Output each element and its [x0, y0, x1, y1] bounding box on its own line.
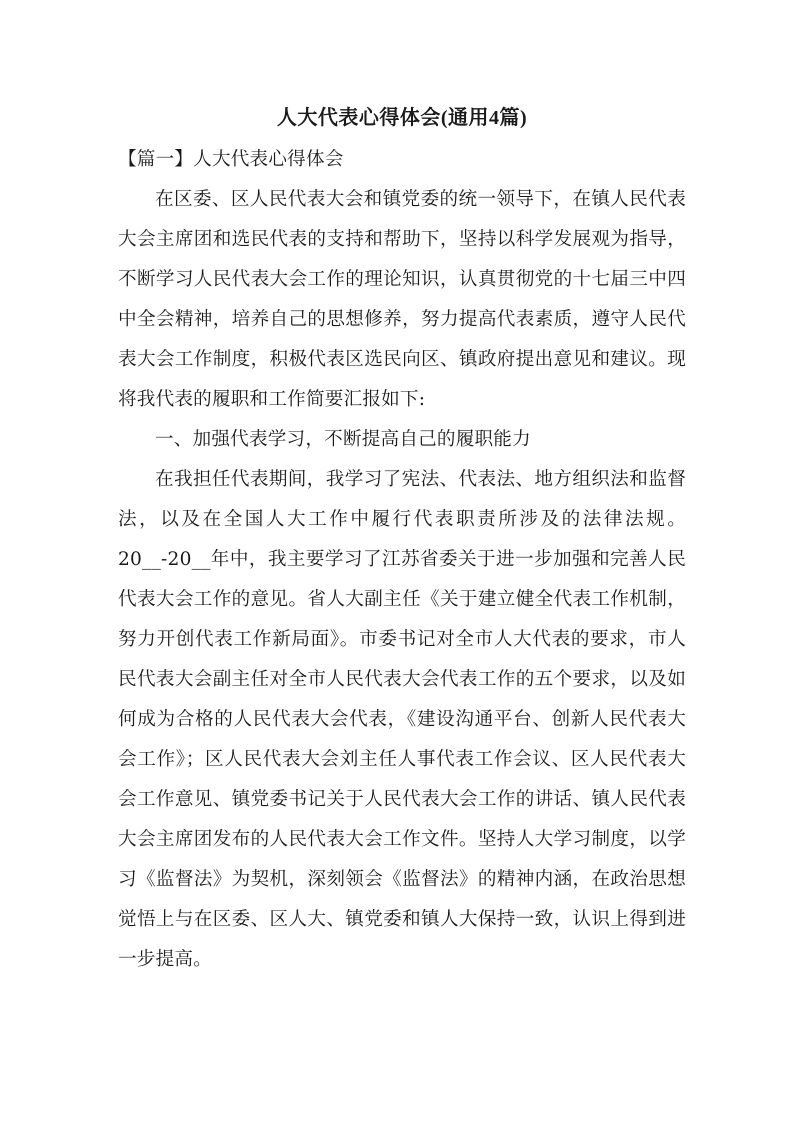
paragraph-line: 民代表大会副主任对全市人民代表大会代表工作的五个要求，以及如	[118, 669, 686, 690]
paragraph-line: 大会主席团和选民代表的支持和帮助下，坚持以科学发展观为指导，	[118, 229, 686, 250]
section-heading: 【篇一】人大代表心得体会	[118, 149, 344, 170]
paragraph-line: 将我代表的履职和工作简要汇报如下:	[118, 389, 426, 410]
paragraph-line: 在区委、区人民代表大会和镇党委的统一领导下，在镇人民代表	[155, 189, 686, 210]
paragraph-line: 努力开创代表工作新局面》。市委书记对全市人大代表的要求，市人	[118, 629, 686, 650]
paragraph-line: 何成为合格的人民代表大会代表，《建设沟通平台、创新人民代表大	[118, 709, 686, 730]
paragraph-2	[118, 460, 686, 980]
paragraph-line: 法，以及在全国人大工作中履行代表职责所涉及的法律法规。	[118, 509, 686, 530]
paragraph-line: 不断学习人民代表大会工作的理论知识，认真贯彻党的十七届三中四	[118, 269, 686, 290]
document-title: 人大代表心得体会(通用4篇)	[276, 107, 528, 129]
document-page	[118, 98, 686, 980]
paragraph-line: 表大会工作制度，积极代表区选民向区、镇政府提出意见和建议。现	[118, 349, 686, 370]
paragraph-line: 会工作》；区人民代表大会刘主任人事代表工作会议、区人民代表大	[118, 749, 686, 770]
paragraph-line: 大会主席团发布的人民代表大会工作文件。坚持人大学习制度，以学	[118, 829, 686, 850]
paragraph-line: 觉悟上与在区委、区人大、镇党委和镇人大保持一致，认识上得到进	[118, 909, 686, 930]
paragraph-line: 在我担任代表期间，我学习了宪法、代表法、地方组织法和监督	[155, 469, 686, 490]
paragraph-line: 一步提高。	[118, 949, 212, 970]
paragraph-line: 中全会精神，培养自己的思想修养，努力提高代表素质，遵守人民代	[118, 309, 686, 330]
paragraph-line: 习《监督法》为契机，深刻领会《监督法》的精神内涵，在政治思想	[118, 869, 686, 890]
paragraph-line: 会工作意见、镇党委书记关于人民代表大会工作的讲话、镇人民代表	[118, 789, 686, 810]
paragraph-line: 代表大会工作的意见。省人大副主任《关于建立健全代表工作机制，	[118, 589, 686, 610]
paragraph-1	[118, 180, 686, 420]
paragraph-line: 20__-20__年中，我主要学习了江苏省委关于进一步加强和完善人民	[118, 549, 686, 570]
subheading-1: 一、加强代表学习，不断提高自己的履职能力	[155, 429, 531, 450]
